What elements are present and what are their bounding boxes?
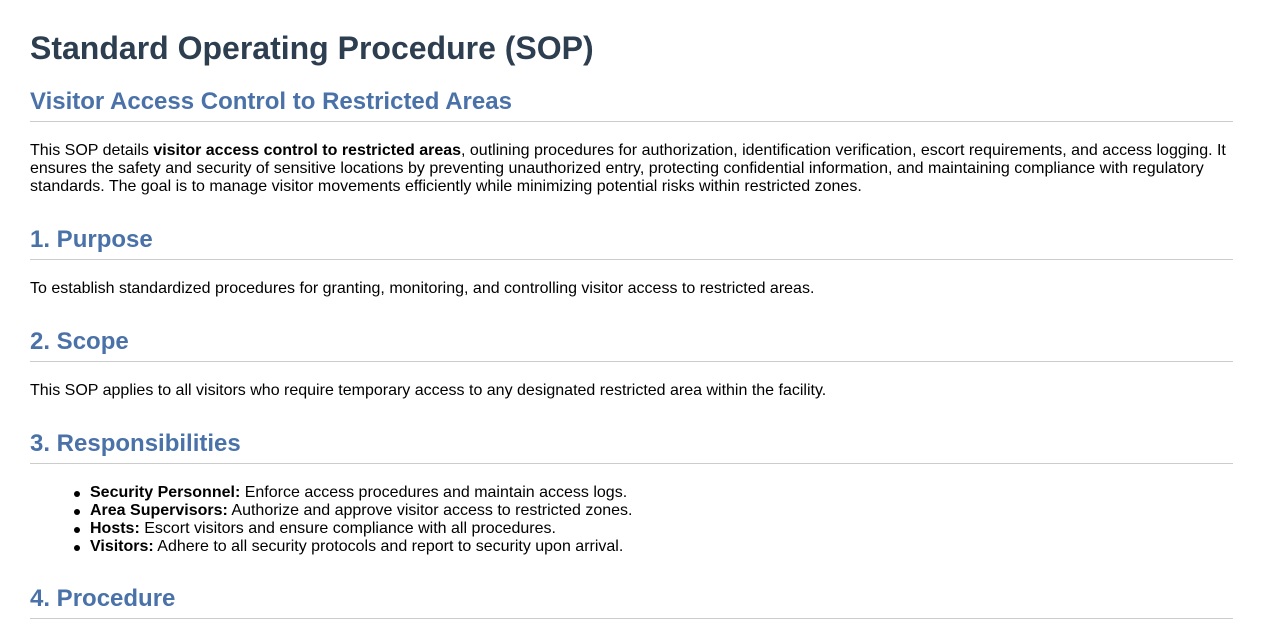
intro-text-start: This SOP details (30, 142, 154, 159)
responsibilities-list (30, 484, 633, 556)
section-heading-scope: 2. Scope (30, 327, 1233, 362)
bullet-icon (74, 545, 80, 551)
section-heading-procedure: 4. Procedure (30, 584, 1233, 619)
intro-paragraph (30, 142, 1233, 196)
section-heading-responsibilities: 3. Responsibilities (30, 429, 1233, 464)
role-description: Adhere to all security protocols and report to security upon arrival. (153, 538, 624, 555)
bullet-icon (74, 509, 80, 515)
section-heading-purpose: 1. Purpose (30, 225, 1233, 260)
list-item (90, 538, 633, 556)
role-description: Enforce access procedures and maintain access logs. (240, 484, 628, 501)
bullet-icon (74, 527, 80, 533)
list-item (90, 502, 633, 520)
bullet-icon (74, 491, 80, 497)
role-label: Area Supervisors: (90, 502, 228, 519)
role-description: Authorize and approve visitor access to restricted zones. (227, 502, 633, 519)
role-label: Security Personnel: (90, 484, 241, 501)
intro-text-end: , outlining procedures for authorization, identification verification, escort requirements, and access logging. It ensures the safety and security of sensitive locations by preventing unauthorized entry, protecting confidential information, and maintaining compliance with regulatory standards. The goal is to manage visitor movements efficiently while minimizing potential risks within restricted zones. (30, 142, 1226, 195)
purpose-paragraph: To establish standardized procedures for granting, monitoring, and controlling visitor access to restricted areas. (30, 280, 815, 297)
list-item (90, 520, 633, 538)
role-description: Escort visitors and ensure compliance with all procedures. (139, 520, 556, 537)
list-item (90, 484, 633, 502)
document-subtitle: Visitor Access Control to Restricted Areas (30, 87, 1233, 122)
role-label: Visitors: (90, 538, 154, 555)
page-title: Standard Operating Procedure (SOP) (30, 30, 594, 66)
scope-paragraph: This SOP applies to all visitors who require temporary access to any designated restricted area within the facility. (30, 382, 827, 399)
intro-emphasis: visitor access control to restricted areas (153, 142, 462, 159)
role-label: Hosts: (90, 520, 140, 537)
